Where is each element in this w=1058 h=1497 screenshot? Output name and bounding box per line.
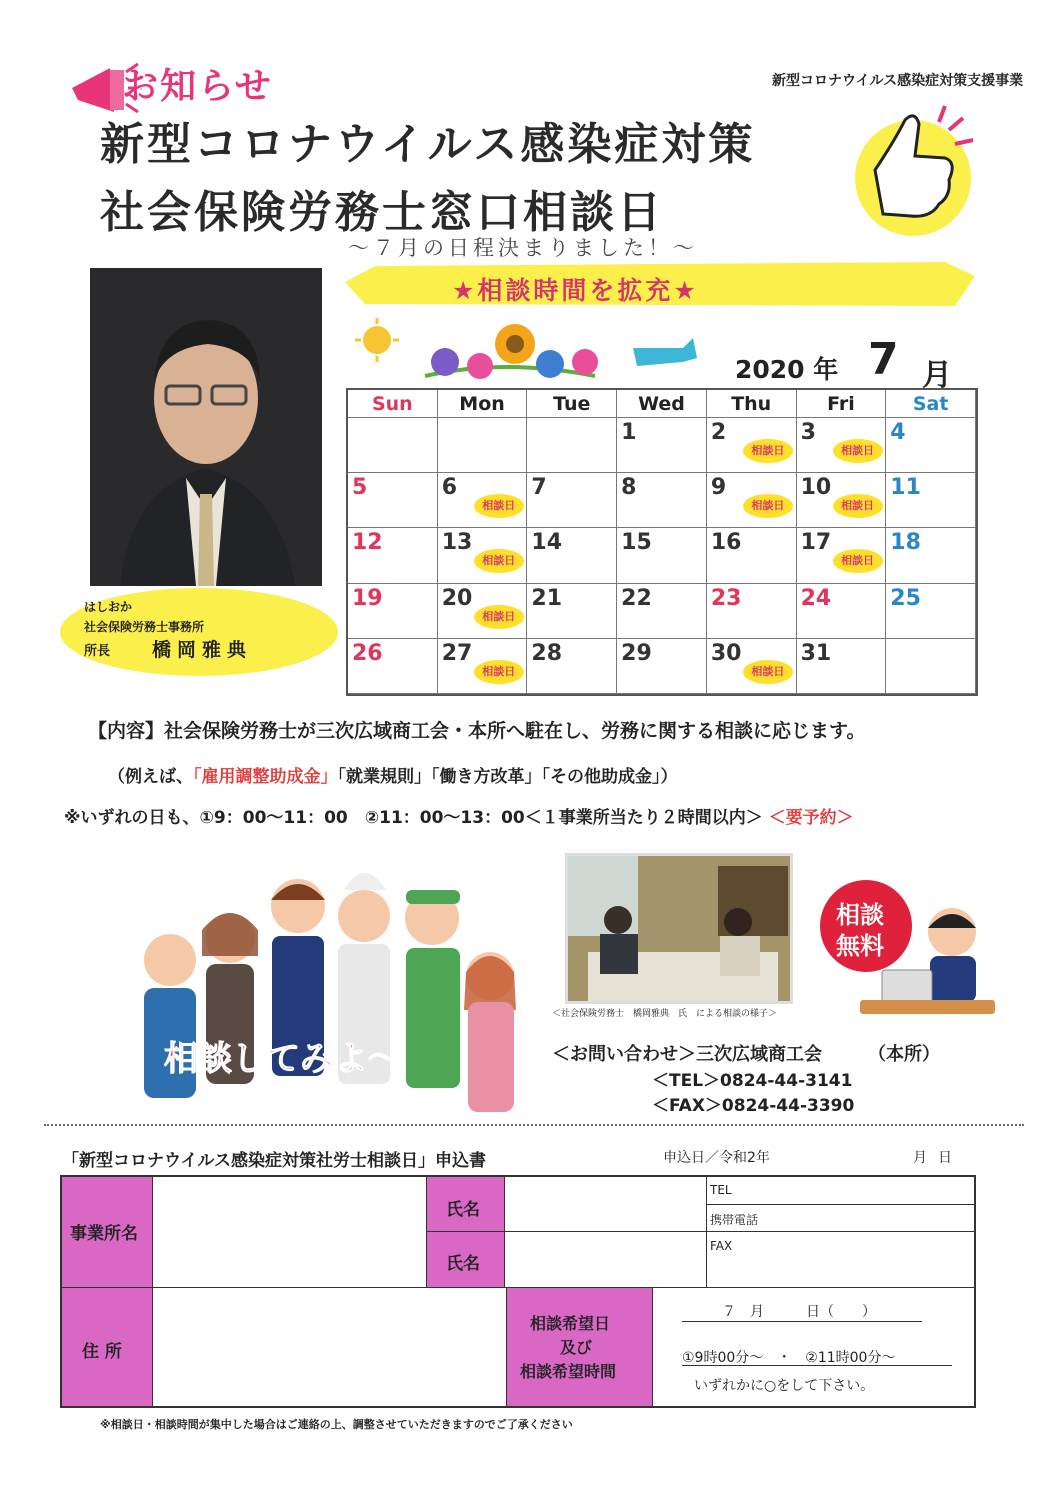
wish-label-1: 相談希望日 (530, 1314, 611, 1333)
calendar-day-cell (707, 639, 797, 694)
calendar-day-cell (438, 473, 528, 528)
wish-time-options[interactable]: ①9時00分～ ・ ②11時00分～ (682, 1350, 896, 1366)
calendar-day-cell (527, 528, 617, 583)
consult-day-badge: 相談日 (743, 660, 793, 684)
calendar-month: 7 (868, 334, 899, 385)
page-title-line1: 新型コロナウイルス感染症対策 (100, 119, 756, 170)
consultant-photo (90, 268, 322, 586)
form-title: 「新型コロナウイルス感染症対策社労士相談日」申込書 (62, 1151, 486, 1171)
calendar-day-cell (797, 528, 887, 583)
contact-tel: ＜TEL＞0824-44-3141 (652, 1071, 853, 1091)
contact-label: ＜お問い合わせ＞三次広域商工会 (552, 1044, 822, 1065)
calendar-day-cell (438, 528, 528, 583)
calendar-day-cell (348, 639, 438, 694)
notice-label: お知らせ (122, 66, 273, 107)
office-name-label: 事業所名 (70, 1224, 138, 1244)
calendar-day-cell (617, 584, 707, 639)
person-portrait-icon (90, 268, 322, 586)
calendar-day-number: 27 (441, 640, 473, 666)
form-day-label: 日 (938, 1150, 952, 1166)
calendar-day-number: 28 (531, 640, 563, 666)
consultant-name: 橋岡雅典 (152, 639, 253, 661)
weekday-sun: Sun (348, 390, 438, 418)
calendar-day-cell (707, 584, 797, 639)
calendar-day-number: 4 (890, 420, 906, 445)
calendar-day-cell (617, 528, 707, 583)
calendar-day-cell (797, 639, 887, 694)
consult-day-badge: 相談日 (743, 494, 793, 518)
program-name: 新型コロナウイルス感染症対策支援事業 (772, 73, 1024, 89)
calendar-day-number: 10 (800, 475, 832, 501)
calendar-day-number: 30 (710, 640, 742, 666)
calendar-day-cell (348, 584, 438, 639)
weekday-tue: Tue (527, 390, 617, 418)
consultation-photo (565, 853, 793, 1004)
calendar-day-number: 26 (352, 640, 383, 666)
calendar-day-number: 1 (621, 420, 637, 445)
weekday-sat: Sat (886, 390, 976, 418)
page-title-line2: 社会保険労務士窓口相談日 (100, 187, 664, 238)
application-form (60, 1175, 976, 1408)
calendar-day-number: 19 (352, 585, 383, 611)
calendar-day-cell (617, 418, 707, 473)
calendar-day-number: 31 (800, 640, 832, 666)
calendar-day-cell (527, 418, 617, 473)
calendar-day-cell (348, 418, 438, 473)
calendar-day-number: 2 (710, 420, 727, 445)
consultant-furigana: はしおか (84, 600, 133, 614)
calendar-day-cell (707, 473, 797, 528)
calendar-day-cell (438, 639, 528, 694)
calendar-day-number: 24 (800, 585, 832, 611)
calendar-day-number: 7 (531, 475, 547, 501)
calendar-day-number: 17 (800, 530, 832, 556)
consult-day-badge: 相談日 (474, 605, 524, 629)
wish-date-field[interactable]: ７ 月 日（ ） (722, 1304, 876, 1320)
calendar-day-cell (527, 473, 617, 528)
weekday-wed: Wed (617, 390, 707, 418)
meeting-photo-icon (568, 856, 790, 1001)
calendar-day-number: 21 (531, 585, 563, 611)
cut-line (44, 1124, 1024, 1126)
calendar-day-number: 18 (890, 530, 921, 556)
calendar-day-number: 14 (531, 530, 563, 556)
examples-rest: 「就業規則」「働き方改革」「その他助成金」） (337, 767, 678, 787)
calendar-day-cell (886, 473, 976, 528)
calendar-grid (346, 388, 978, 696)
reservation-required: ＜要予約＞ (768, 808, 854, 828)
content-description: 【内容】社会保険労務士が三次広域商工会・本所へ駐在し、労務に関する相談に応じます。 (88, 720, 866, 742)
free-consult-line1: 相談 (836, 901, 884, 929)
page-subtitle: ～７月の日程決まりました！～ (348, 236, 698, 260)
calendar-day-number: 9 (710, 475, 727, 501)
address-label: 住 所 (82, 1342, 122, 1362)
calendar-day-cell (797, 473, 887, 528)
calendar-day-number: 5 (352, 475, 368, 501)
calendar-month-suffix: 月 (922, 358, 952, 393)
contact-fax: ＜FAX＞0824-44-3390 (652, 1096, 855, 1116)
form-month-label: 月 (913, 1150, 927, 1166)
calendar-day-cell (886, 528, 976, 583)
banner-label: ★相談時間を拡充★ (452, 276, 699, 305)
calendar-day-number: 25 (890, 585, 921, 611)
calendar-day-cell (348, 473, 438, 528)
calendar-day-cell (348, 528, 438, 583)
thumbs-up-icon (835, 100, 980, 240)
calendar-day-cell (886, 584, 976, 639)
consult-day-badge: 相談日 (474, 549, 524, 573)
hours-text: ※いずれの日も、①9：00～11：00 ②11：00～13：00＜１事業所当たり２時間以内＞ (64, 808, 763, 828)
calendar-day-cell (527, 639, 617, 694)
form-footnote: ※相談日・相談時間が集中した場合はご連絡の上、調整させていただきますのでご了承ください (100, 1418, 573, 1431)
calendar-day-cell (707, 418, 797, 473)
consultant-role: 所長 (84, 644, 111, 659)
weekday-thu: Thu (707, 390, 797, 418)
name-label-2: 氏名 (446, 1254, 480, 1274)
weekday-fri: Fri (797, 390, 887, 418)
calendar-day-number: 6 (441, 475, 458, 501)
calendar-day-cell (438, 418, 528, 473)
content-hours (64, 803, 854, 828)
weekday-mon: Mon (438, 390, 528, 418)
flowers-illustration-icon (345, 318, 705, 386)
calendar-day-number: 12 (352, 530, 383, 556)
calendar-day-cell (797, 418, 887, 473)
calendar-day-cell (797, 584, 887, 639)
calendar-year: 2020 年 (735, 355, 839, 384)
calendar-day-number: 23 (710, 585, 742, 611)
contact-branch: （本所） (868, 1044, 940, 1065)
calendar-day-number: 20 (441, 585, 473, 611)
fax-label: FAX (710, 1239, 733, 1253)
consult-day-badge: 相談日 (743, 439, 793, 463)
free-consult-line2: 無料 (836, 932, 884, 960)
consult-day-badge: 相談日 (833, 494, 883, 518)
calendar-day-cell (886, 418, 976, 473)
consult-day-badge: 相談日 (474, 660, 524, 684)
form-date-label: 申込日／令和2年 (663, 1150, 770, 1166)
calendar-day-number: 22 (621, 585, 652, 611)
calendar-day-number: 11 (890, 475, 921, 501)
consultant-office: 社会保険労務士事務所 (84, 620, 205, 634)
name-label-1: 氏名 (446, 1200, 480, 1220)
examples-highlight: 「雇用調整助成金」 (193, 767, 338, 787)
calendar-day-cell (527, 584, 617, 639)
speech-text: 相談してみよ～ (164, 1039, 402, 1079)
consult-day-badge: 相談日 (833, 549, 883, 573)
calendar-day-number: 29 (621, 640, 652, 666)
calendar-day-cell (886, 639, 976, 694)
wish-label-2: 及び (560, 1338, 593, 1357)
calendar-day-cell (617, 473, 707, 528)
content-examples (108, 762, 678, 787)
photo-caption: ＜社会保険労務士 橋岡雅典 氏 による相談の様子＞ (552, 1009, 778, 1019)
wish-note: いずれかに○をして下さい。 (694, 1378, 875, 1394)
wish-label-3: 相談希望時間 (520, 1362, 617, 1381)
calendar-day-number: 15 (621, 530, 652, 556)
people-group-illustration-icon (130, 860, 530, 1125)
tel-label: TEL (710, 1183, 732, 1197)
calendar-day-cell (438, 584, 528, 639)
consult-day-badge: 相談日 (474, 494, 524, 518)
calendar-day-cell (617, 639, 707, 694)
consult-day-badge: 相談日 (833, 439, 883, 463)
examples-prefix: （例えば、 (108, 767, 193, 787)
calendar-day-number: 8 (621, 475, 637, 501)
calendar-day-cell (707, 528, 797, 583)
calendar-day-number: 16 (710, 530, 742, 556)
mobile-label: 携帯電話 (710, 1213, 759, 1227)
calendar-day-number: 3 (800, 420, 816, 445)
calendar-day-number: 13 (441, 530, 473, 556)
